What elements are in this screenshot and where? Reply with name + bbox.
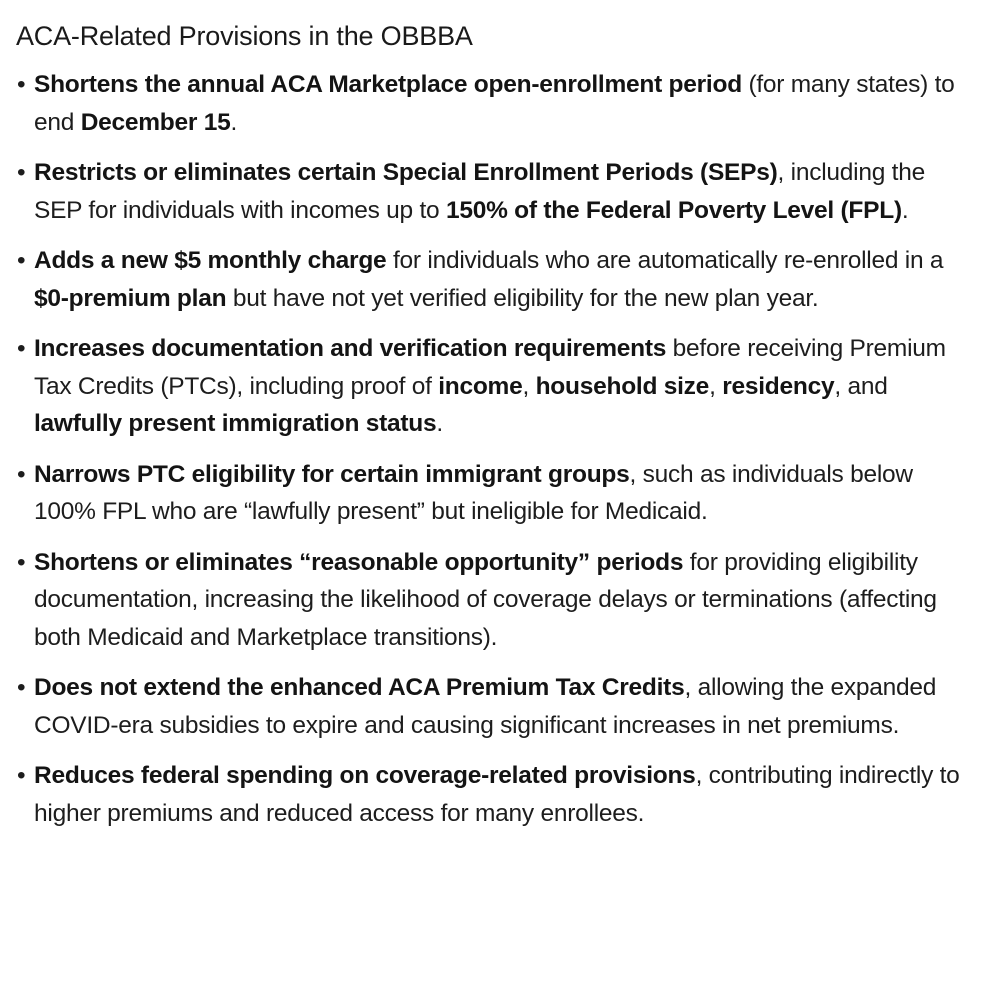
text-segment: , xyxy=(522,372,536,400)
bold-text-segment: Narrows PTC eligibility for certain immigrant groups xyxy=(34,460,630,488)
bold-text-segment: $0-premium plan xyxy=(34,284,227,312)
bold-text-segment: Shortens or eliminates “reasonable opportunity” periods xyxy=(34,548,684,576)
bullet-icon: • xyxy=(17,71,26,98)
bold-text-segment: household size xyxy=(535,372,710,400)
bold-text-segment: Adds a new $5 monthly charge xyxy=(34,247,387,274)
text-segment: . xyxy=(230,108,238,136)
bold-text-segment: December 15 xyxy=(80,108,231,136)
bullet-icon: • xyxy=(17,762,26,789)
bullet-icon: • xyxy=(17,674,26,701)
bullet-icon: • xyxy=(17,460,26,488)
list-item xyxy=(16,242,969,317)
text-segment: . xyxy=(901,196,909,224)
list-item xyxy=(16,456,969,531)
bold-text-segment: 150% of the Federal Poverty Level (FPL) xyxy=(445,196,902,224)
text-segment: but have not yet verified eligibility for the new plan year. xyxy=(226,284,819,312)
provisions-list xyxy=(16,66,969,832)
bullet-icon: • xyxy=(17,548,26,576)
bullet-icon: • xyxy=(17,159,26,186)
document-title: ACA-Related Provisions in the OBBBA xyxy=(16,21,473,51)
bold-text-segment: Increases documentation and verification requirements xyxy=(34,335,667,362)
bold-text-segment: Reduces federal spending on coverage-related provisions xyxy=(34,762,696,789)
text-segment: before receiving Premium Tax Credits (PTCs), including proof of xyxy=(34,335,946,400)
bold-text-segment: residency xyxy=(722,372,835,400)
text-segment: , contributing indirectly to higher premiums and reduced access for many enrollees. xyxy=(34,762,960,827)
text-segment: for providing eligibility documentation, increasing the likelihood of coverage delays or terminations (affecting both Medicaid and Marketplace transitions). xyxy=(34,548,937,651)
bold-text-segment: Restricts or eliminates certain Special Enrollment Periods (SEPs) xyxy=(34,159,778,186)
text-segment: , including the SEP for individuals with incomes up to xyxy=(34,159,925,224)
text-segment: for individuals who are automatically re-enrolled in a xyxy=(386,247,944,274)
bold-text-segment: Shortens the annual ACA Marketplace open-enrollment period xyxy=(34,71,742,98)
text-segment: , and xyxy=(834,372,888,400)
text-segment: , such as individuals below 100% FPL who are “lawfully present” but ineligible for Medicaid. xyxy=(34,460,913,525)
bold-text-segment: Does not extend the enhanced ACA Premium Tax Credits xyxy=(34,674,685,701)
list-item xyxy=(16,757,969,832)
list-item xyxy=(16,66,969,141)
text-segment: . xyxy=(436,410,443,437)
bold-text-segment: lawfully present immigration status xyxy=(34,410,437,437)
text-segment: , allowing the expanded COVID-era subsidies to expire and causing significant increases in net premiums. xyxy=(34,674,937,739)
bold-text-segment: income xyxy=(438,372,523,400)
list-item xyxy=(16,544,969,657)
text-segment: (for many states) to end xyxy=(34,71,955,136)
bullet-icon: • xyxy=(17,335,26,362)
list-item xyxy=(16,330,969,443)
list-item xyxy=(16,669,969,744)
text-segment: , xyxy=(709,372,723,400)
list-item xyxy=(16,154,969,229)
bullet-icon: • xyxy=(17,247,26,274)
